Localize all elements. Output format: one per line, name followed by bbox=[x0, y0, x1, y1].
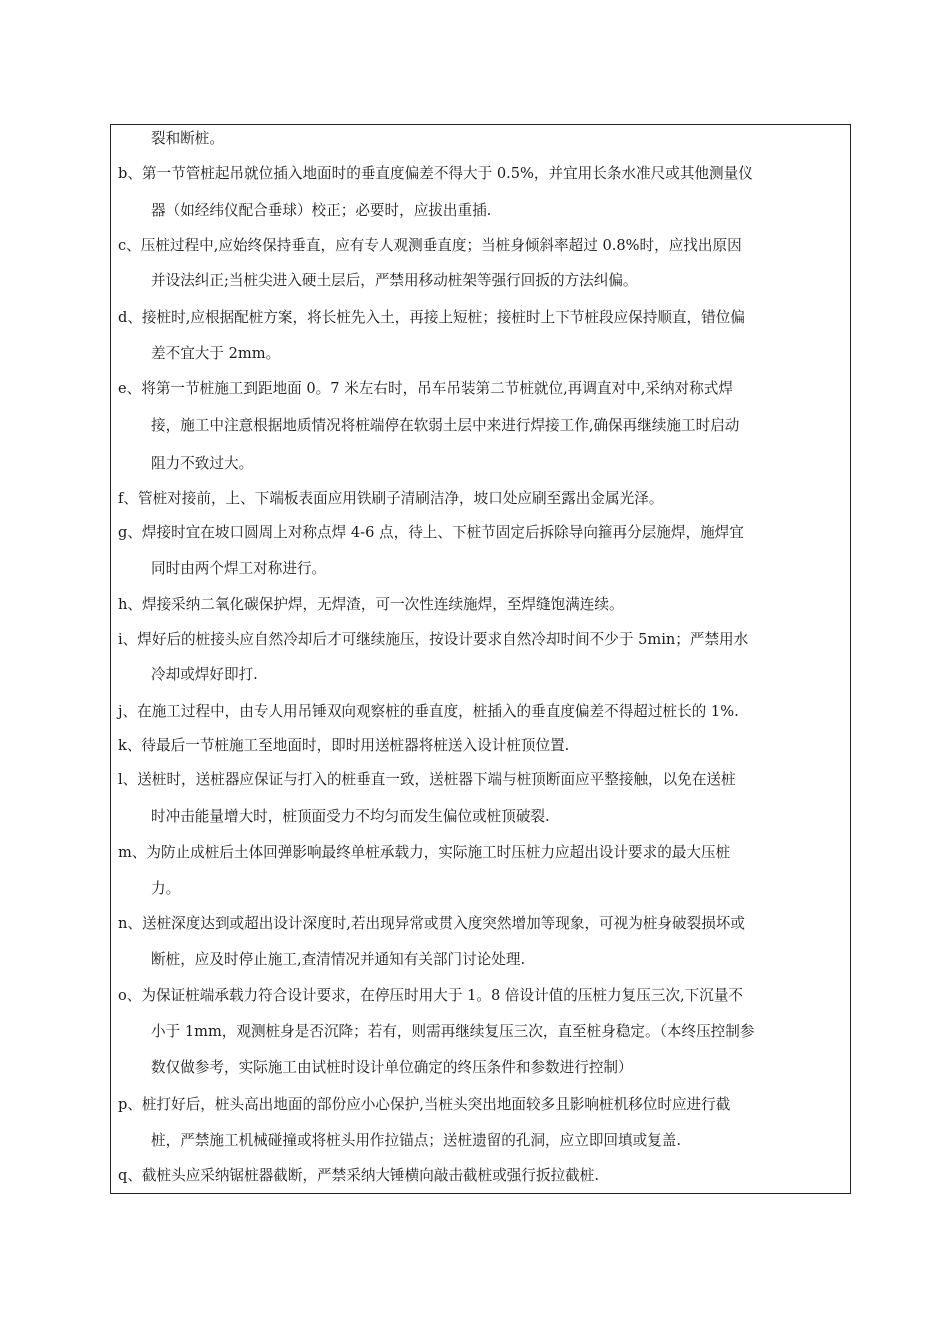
text-line: i、焊好后的桩接头应自然冷却后才可继续施压，按设计要求自然冷却时间不少于 5min；严禁用水 bbox=[118, 631, 749, 648]
text-line: e、将第一节桩施工到距地面 0。7 米左右时，吊车吊装第二节桩就位,再调直对中,采纳对称式焊 bbox=[118, 380, 733, 397]
text-line: f、管桩对接前，上、下端板表面应用铁刷子清刷洁净，坡口处应刷至露出金属光泽。 bbox=[118, 490, 664, 507]
text-line: o、为保证桩端承载力符合设计要求，在停压时用大于 1。8 倍设计值的压桩力复压三次,下沉量不 bbox=[118, 987, 744, 1004]
text-line: h、焊接采纳二氧化碳保护焊，无焊渣，可一次性连续施焊，至焊缝饱满连续。 bbox=[118, 596, 624, 613]
text-line: c、压桩过程中,应始终保持垂直，应有专人观测垂直度；当桩身倾斜率超过 0.8%时，应找出原因 bbox=[118, 237, 742, 254]
text-line: 差不宜大于 2mm。 bbox=[151, 345, 281, 362]
text-line: 冷却或焊好即打. bbox=[151, 666, 258, 683]
text-line: m、为防止成桩后土体回弹影响最终单桩承载力，实际施工时压桩力应超出设计要求的最大压桩 bbox=[118, 844, 731, 861]
text-line: 裂和断桩。 bbox=[151, 130, 224, 147]
text-line: 器（如经纬仪配合垂球）校正；必要时，应拔出重插. bbox=[151, 202, 492, 219]
text-line: l、送桩时，送桩器应保证与打入的桩垂直一致，送桩器下端与桩顶断面应平整接触，以免在送桩 bbox=[118, 771, 736, 788]
text-line: 时冲击能量增大时，桩顶面受力不均匀而发生偏位或桩顶破裂. bbox=[151, 808, 550, 825]
text-line: 断桩，应及时停止施工,查清情况并通知有关部门讨论处理. bbox=[151, 951, 526, 968]
text-line: 力。 bbox=[151, 880, 181, 897]
text-line: 接，施工中注意根据地质情况将桩端停在软弱土层中来进行焊接工作,确保再继续施工时启动 bbox=[151, 417, 740, 434]
text-line: 数仅做参考，实际施工由试桩时设计单位确定的终压条件和参数进行控制） bbox=[151, 1059, 633, 1076]
text-line: 并设法纠正;当桩尖进入硬土层后，严禁用移动桩架等强行回扳的方法纠偏。 bbox=[151, 272, 638, 289]
text-line: q、截桩头应采纳锯桩器截断，严禁采纳大锤横向敲击截桩或强行扳拉截桩. bbox=[118, 1167, 599, 1184]
text-line: n、送桩深度达到或超出设计深度时,若出现异常或贯入度突然增加等现象，可视为桩身破裂损坏或 bbox=[118, 915, 745, 932]
text-line: p、桩打好后，桩头高出地面的部份应小心保护,当桩头突出地面较多且影响桩机移位时应进行截 bbox=[118, 1096, 731, 1113]
text-line: j、在施工过程中，由专人用吊锤双向观察桩的垂直度，桩插入的垂直度偏差不得超过桩长的 1%. bbox=[118, 703, 739, 720]
text-line: 阻力不致过大。 bbox=[151, 455, 254, 472]
text-line: k、待最后一节桩施工至地面时，即时用送桩器将桩送入设计桩顶位置. bbox=[118, 737, 570, 754]
text-line: d、接桩时,应根据配桩方案，将长桩先入土，再接上短桩；接桩时上下节桩段应保持顺直，错位偏 bbox=[118, 309, 745, 326]
text-line: 同时由两个焊工对称进行。 bbox=[151, 560, 327, 577]
text-line: g、焊接时宜在坡口圆周上对称点焊 4-6 点，待上、下桩节固定后拆除导向箍再分层施焊，施焊宜 bbox=[118, 524, 744, 541]
text-line: 小于 1mm，观测桩身是否沉降；若有，则需再继续复压三次，直至桩身稳定。（本终压控制参 bbox=[151, 1023, 755, 1040]
text-line: 桩，严禁施工机械碰撞或将桩头用作拉锚点；送桩遗留的孔洞，应立即回填或复盖. bbox=[151, 1132, 682, 1149]
text-line: b、第一节管桩起吊就位插入地面时的垂直度偏差不得大于 0.5%，并宜用长条水准尺或其他测量仪 bbox=[118, 165, 753, 182]
